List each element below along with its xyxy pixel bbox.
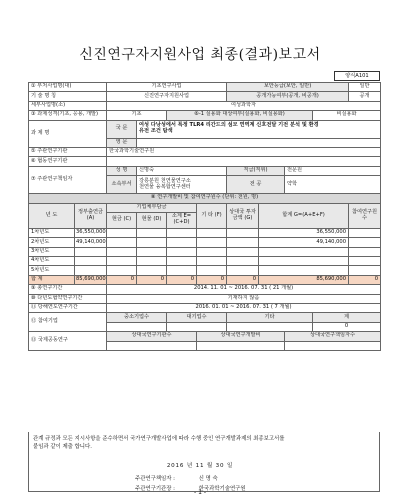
property-value: 기초 <box>107 111 167 120</box>
open-value: 공개 <box>349 92 381 101</box>
pi-signature-name: 신 명 숙 <box>198 476 218 482</box>
row-property <box>29 111 381 120</box>
security-label: 보안등급(보안, 일반) <box>227 83 349 92</box>
detail-business-value: 여성과학자 <box>107 101 381 110</box>
gov-header: 정부출연금 (A) <box>75 203 107 228</box>
row-intl-header: ⑬ 국제공동연구 상대국연구기관수 상대국연구개발비 상대국연구책임자수 <box>29 332 381 341</box>
security-value: 일반 <box>349 83 381 92</box>
funding-section-label: ⑧ 연구개발비 및 참여연구원수 (단위: 천원, 명) <box>29 194 381 203</box>
table-row-total: 합 계 85,690,000 0 0 0 0 0 85,690,000 0 <box>29 275 381 284</box>
total-period-label: ⑨ 총연구기간 <box>29 285 107 294</box>
pi-affiliation-label: 소속부서 <box>107 176 137 194</box>
detail-business-label: 세부사업명(소) <box>29 101 107 110</box>
org-value: 한국과학기술연구원 <box>107 147 381 156</box>
row-participants-header: ⑫ 참여기업 중소기업수 대기업수 기타 계 <box>29 313 381 322</box>
year-header: 년 도 <box>29 203 75 228</box>
row-funding-section <box>29 194 381 203</box>
row-partner <box>29 157 381 166</box>
total-period-value: 2014. 11. 01 ~ 2016. 07. 31 ( 21 개월) <box>107 285 381 294</box>
sub-business-value: 신진연구자지원사업 <box>107 92 227 101</box>
row-participants-values: 0 <box>29 322 381 331</box>
multi-period-value: 기재하지 않음 <box>107 294 381 303</box>
report-form-table <box>28 82 381 351</box>
pi-position-value: 전문원 <box>285 166 381 175</box>
total-header: 합계 G=(A+E+F) <box>259 203 349 228</box>
sub-business-label: 기 술 명 칭 <box>29 92 107 101</box>
pledge-text: 관계 규정과 모든 지시사항을 준수하면서 국가연구개발사업에 따라 수행 중인 연구개발과제의 최종보고서를 붙임과 같이 제출 합니다. <box>33 436 285 451</box>
report-title: 신진연구자지원사업 최종(결과)보고서 <box>79 47 321 63</box>
multi-period-label: ⑩ 다년도협약연구기간 <box>29 294 107 303</box>
row-pi-name <box>29 166 381 175</box>
pi-name-value: 신명숙 <box>137 166 227 175</box>
table-row: 1차년도 36,550,000 36,550,000 <box>29 228 381 237</box>
row-detail-business <box>29 101 381 110</box>
project-eng-value <box>137 138 381 147</box>
intl-label: ⑬ 국제공동연구 <box>29 332 107 351</box>
form-number: 양식A101 <box>334 71 380 81</box>
row-multi-period <box>29 294 381 303</box>
project-kor-label: 국 문 <box>107 120 137 138</box>
pi-position-label: 직급(직위) <box>227 166 285 175</box>
corp-header: 기업체부담금 <box>107 203 197 212</box>
business-label: ① 부처사업명(대) <box>29 83 107 92</box>
practical-label: ⑥-1 실용화 대상여부(실용화, 비실용화) <box>167 111 313 120</box>
pi-signature-line: 주관연구책임자 : 신 명 숙 <box>135 476 218 482</box>
project-label: 과 제 명 <box>29 120 107 147</box>
row-funding-header-top <box>29 203 381 212</box>
head-signature-line: 주관연구기관장 : 한국과학기술연구원 <box>135 486 246 492</box>
head-signature-name: 한국과학기술연구원 <box>198 486 246 492</box>
partner-label: ⑥ 협동연구기관 <box>29 157 107 166</box>
project-eng-label: 영 문 <box>107 138 137 147</box>
subtotal-header: 소계 E=(C+D) <box>167 212 197 228</box>
table-row: 5차년도 <box>29 266 381 275</box>
business-value: 기초연구사업 <box>107 83 227 92</box>
submit-date: 2016 년 11 월 30 일 <box>166 463 234 469</box>
open-label: 공개가능여부(공개, 비공개) <box>227 92 349 101</box>
table-row: 2차년도 49,140,000 49,140,000 <box>29 238 381 247</box>
other-header: 기 타 (F) <box>197 203 227 228</box>
row-sub-business <box>29 92 381 101</box>
project-kor-value: 여성 다낭성에서 특정 TLR4 리간드의 섬모 연역계 신호전달 기전 분석 및 환경 유전 조건 탐색 <box>137 120 381 138</box>
participants-label: ⑫ 참여기업 <box>29 313 107 332</box>
row-org <box>29 147 381 156</box>
partner-value <box>107 157 381 166</box>
pi-name-label: 성 명 <box>107 166 137 175</box>
row-year-period <box>29 304 381 313</box>
table-row: 4차년도 <box>29 257 381 266</box>
row-business <box>29 83 381 92</box>
table-row: 3차년도 <box>29 247 381 256</box>
org-label: ⑤ 주관연구기관 <box>29 147 107 156</box>
researchers-header: 참여연구원수 <box>349 203 381 228</box>
row-project-kor <box>29 120 381 138</box>
cash-header: 현금 (C) <box>107 212 137 228</box>
row-total-period <box>29 285 381 294</box>
page-number: - 1 - <box>194 489 206 496</box>
pi-major-value: 약학 <box>285 176 381 194</box>
year-period-value: 2016. 01. 01 ~ 2016. 07. 31 ( 7 개월) <box>107 304 381 313</box>
property-label: ③ 과제성격(기초, 응용, 개발) <box>29 111 107 120</box>
practical-value: 비실용화 <box>313 111 381 120</box>
pi-affiliation-value: 강릉분원 천연물연구소 천연물 융복합연구센터 <box>137 176 227 194</box>
kind-header: 현물 (D) <box>137 212 167 228</box>
foreign-header: 상대국 투자금액 (G) <box>227 203 259 228</box>
pi-label: ⑦ 주관연구책임자 <box>29 166 107 193</box>
pi-major-label: 전 공 <box>227 176 285 194</box>
year-period-label: ⑪ 당해연도연구기간 <box>29 304 107 313</box>
